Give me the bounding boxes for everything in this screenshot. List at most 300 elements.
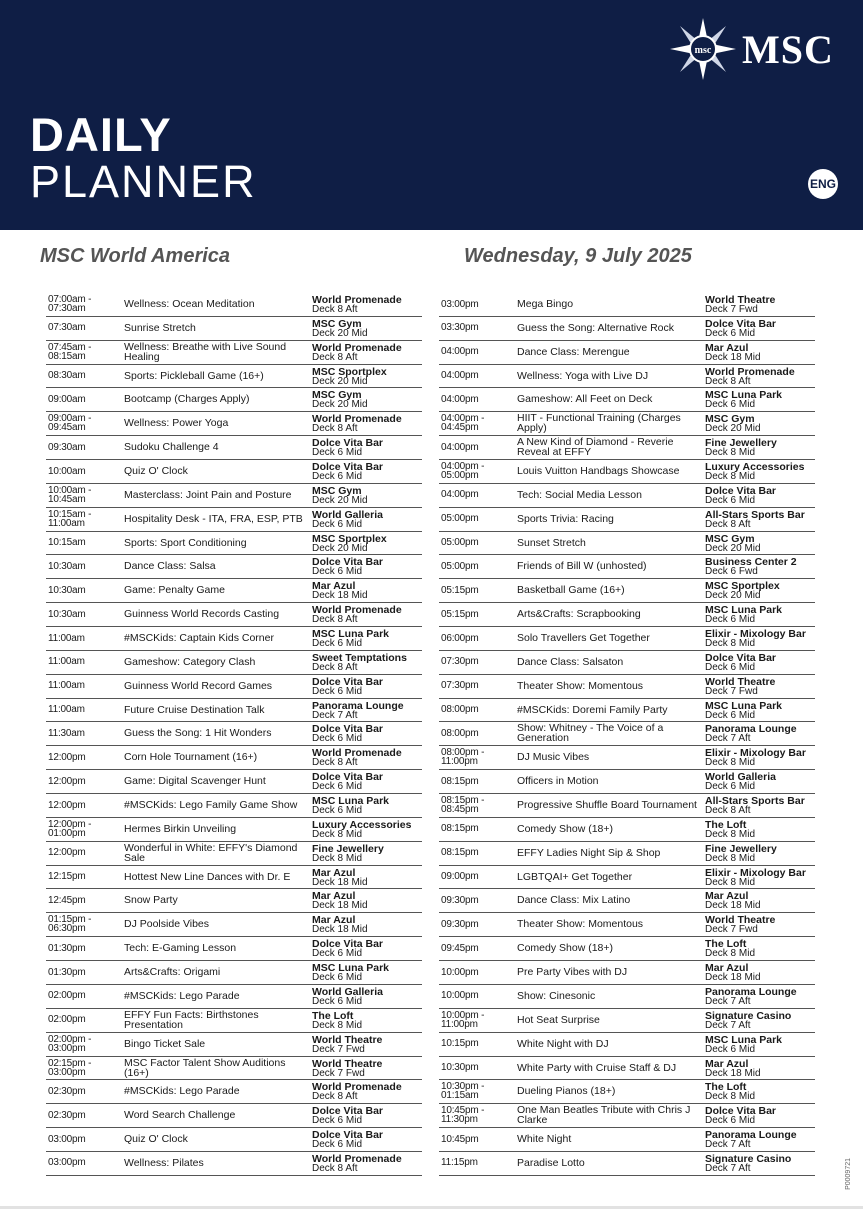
event-time: 05:00pm: [441, 537, 479, 549]
event-time: 11:00am: [48, 656, 85, 668]
venue-name: The Loft: [705, 1081, 747, 1094]
venue-name: Mar Azul: [312, 914, 356, 927]
event-time: 10:00am - 10:45am: [48, 484, 92, 505]
schedule-row: [46, 985, 422, 1009]
event-title: EFFY Ladies Night Sip & Shop: [517, 846, 661, 859]
event-title: Dance Class: Salsaton: [517, 655, 624, 668]
event-title: Future Cruise Destination Talk: [124, 703, 265, 716]
venue-deck: Deck 6 Mid: [312, 566, 363, 578]
event-time: 11:00am: [48, 680, 85, 692]
event-title: Wonderful in White: EFFY's Diamond Sale: [124, 841, 298, 864]
document-code: P0009721: [845, 1158, 852, 1190]
venue-name: Panorama Lounge: [705, 985, 797, 998]
event-location: [705, 1034, 817, 1055]
schedule-row: [439, 436, 815, 460]
event-time: 05:15pm: [441, 584, 479, 596]
venue-deck: Deck 18 Mid: [312, 924, 368, 936]
schedule-row: [439, 937, 815, 961]
venue-deck: Deck 8 Mid: [705, 852, 756, 864]
venue-deck: Deck 7 Aft: [705, 1019, 751, 1031]
venue-deck: Deck 8 Mid: [705, 948, 756, 960]
event-title: Dance Class: Salsa: [124, 560, 216, 573]
venue-deck: Deck 18 Mid: [705, 1067, 761, 1079]
venue-name: World Promenade: [705, 365, 795, 378]
event-title: Wellness: Pilates: [124, 1156, 204, 1169]
event-time: 02:00pm - 03:00pm: [48, 1033, 92, 1054]
venue-name: MSC Luna Park: [705, 699, 783, 712]
event-location: [705, 771, 817, 792]
event-title: Gameshow: Category Clash: [124, 655, 256, 668]
event-title: Guess the Song: 1 Hit Wonders: [124, 727, 272, 740]
event-title: Basketball Game (16+): [517, 584, 625, 597]
schedule-row: [46, 532, 422, 556]
venue-deck: Deck 6 Mid: [705, 709, 756, 721]
schedule-row: [439, 532, 815, 556]
venue-deck: Deck 8 Aft: [312, 757, 358, 769]
schedule-row: [46, 1033, 422, 1057]
venue-deck: Deck 8 Mid: [705, 638, 756, 650]
event-location: [312, 342, 424, 363]
venue-name: The Loft: [705, 938, 747, 951]
event-time: 08:15pm: [441, 847, 479, 859]
venue-deck: Deck 20 Mid: [312, 375, 368, 387]
language-badge[interactable]: ENG: [808, 169, 838, 199]
event-time: 11:15pm: [441, 1157, 478, 1169]
event-title: Comedy Show (18+): [517, 942, 614, 955]
event-location: [312, 652, 424, 673]
schedule-row: [439, 1152, 815, 1176]
venue-deck: Deck 8 Mid: [705, 757, 756, 769]
event-location: [312, 723, 424, 744]
event-time: 05:15pm: [441, 608, 479, 620]
schedule-row: [439, 1080, 815, 1104]
event-time: 09:00am - 09:45am: [48, 413, 92, 434]
event-title: Wellness: Ocean Meditation: [124, 298, 255, 310]
schedule-row: [439, 1009, 815, 1033]
venue-name: MSC Luna Park: [312, 795, 390, 808]
venue-deck: Deck 6 Mid: [312, 447, 363, 459]
schedule-row: [439, 1057, 815, 1081]
event-location: [312, 628, 424, 649]
event-time: 02:30pm: [48, 1085, 86, 1097]
event-time: 08:15pm: [441, 775, 479, 787]
schedule-row: [46, 293, 422, 317]
schedule-row: [46, 341, 422, 365]
schedule-row: [46, 651, 422, 675]
event-title: #MSCKids: Lego Parade: [124, 989, 240, 1002]
venue-name: Luxury Accessories: [705, 461, 805, 474]
event-title: Guinness World Records Casting: [124, 608, 280, 621]
schedule-row: [46, 1128, 422, 1152]
event-location: [312, 986, 424, 1007]
venue-deck: Deck 6 Mid: [705, 781, 756, 793]
event-title: Louis Vuitton Handbags Showcase: [517, 465, 680, 478]
schedule-row: [439, 770, 815, 794]
venue-name: Dolce Vita Bar: [312, 461, 384, 474]
schedule-row: [439, 579, 815, 603]
venue-deck: Deck 8 Aft: [312, 423, 358, 435]
event-time: 10:30am: [48, 584, 86, 596]
event-location: [312, 1153, 424, 1174]
event-location: [705, 318, 817, 339]
schedule-row: [439, 388, 815, 412]
event-title: #MSCKids: Captain Kids Corner: [124, 632, 274, 645]
event-location: [705, 962, 817, 983]
event-location: [705, 509, 817, 530]
event-time: 10:30pm: [441, 1062, 479, 1073]
event-location: [312, 962, 424, 983]
venue-name: Dolce Vita Bar: [705, 1105, 777, 1118]
schedule-row: [46, 699, 422, 723]
venue-deck: Deck 8 Aft: [312, 351, 358, 363]
venue-name: Mar Azul: [312, 580, 356, 593]
venue-name: Fine Jewellery: [705, 842, 777, 855]
event-title: Guess the Song: Alternative Rock: [517, 321, 675, 334]
venue-deck: Deck 6 Mid: [705, 494, 756, 506]
event-location: [705, 628, 817, 649]
event-title: Bootcamp (Charges Apply): [124, 393, 250, 406]
event-location: [312, 795, 424, 816]
venue-deck: Deck 18 Mid: [705, 900, 761, 912]
event-location: [312, 366, 424, 387]
schedule-row: [46, 842, 422, 866]
event-time: 10:15pm: [441, 1038, 479, 1050]
event-title: Game: Penalty Game: [124, 584, 225, 597]
venue-deck: Deck 20 Mid: [705, 423, 761, 435]
event-time: 02:30pm: [48, 1109, 86, 1121]
venue-name: World Promenade: [312, 1081, 402, 1094]
logo-mark-text: msc: [694, 45, 712, 56]
schedule-row: [46, 627, 422, 651]
event-time: 07:00am - 07:30am: [48, 294, 92, 314]
venue-name: MSC Gym: [312, 484, 362, 497]
venue-name: Dolce Vita Bar: [312, 1129, 384, 1142]
event-title: Friends of Bill W (unhosted): [517, 560, 647, 573]
venue-name: World Promenade: [312, 294, 402, 306]
event-time: 10:30am: [48, 560, 86, 572]
event-time: 08:00pm: [441, 704, 479, 716]
schedule-row: [46, 794, 422, 818]
venue-deck: Deck 8 Aft: [705, 375, 751, 387]
event-time: 03:30pm: [441, 322, 479, 334]
schedule-row: [439, 365, 815, 389]
footer-divider: [0, 1206, 863, 1209]
event-location: [312, 890, 424, 911]
event-location: [705, 938, 817, 959]
venue-deck: Deck 18 Mid: [312, 900, 368, 912]
event-location: [312, 1129, 424, 1150]
schedule-row: [439, 866, 815, 890]
event-time: 12:00pm - 01:00pm: [48, 818, 92, 839]
venue-deck: Deck 6 Mid: [705, 1115, 756, 1127]
venue-name: World Galleria: [312, 985, 383, 998]
event-title: MSC Factor Talent Show Auditions (16+): [124, 1056, 286, 1079]
schedule-row: [46, 1009, 422, 1033]
event-title: DJ Music Vibes: [517, 751, 590, 764]
venue-deck: Deck 7 Aft: [705, 733, 751, 745]
venue-deck: Deck 8 Aft: [312, 304, 358, 315]
venue-deck: Deck 6 Mid: [312, 805, 363, 817]
schedule-row: [46, 508, 422, 532]
venue-deck: Deck 8 Mid: [312, 1019, 363, 1031]
event-time: 11:00am: [48, 704, 85, 716]
event-location: [705, 533, 817, 554]
venue-deck: Deck 6 Mid: [312, 471, 363, 483]
venue-name: Dolce Vita Bar: [312, 938, 384, 951]
event-time: 04:00pm: [441, 370, 479, 382]
schedule-row: [439, 842, 815, 866]
venue-deck: Deck 7 Aft: [312, 709, 358, 721]
venue-name: Business Center 2: [705, 556, 797, 569]
event-time: 10:00pm: [441, 966, 479, 978]
event-time: 10:00pm - 11:00pm: [441, 1009, 485, 1030]
schedule-row: [46, 603, 422, 627]
venue-deck: Deck 8 Mid: [705, 876, 756, 888]
schedule-row: [439, 889, 815, 913]
venue-deck: Deck 6 Mid: [705, 614, 756, 626]
event-location: [705, 986, 817, 1007]
event-time: 11:30am: [48, 727, 85, 739]
venue-name: Fine Jewellery: [312, 842, 384, 855]
venue-name: Panorama Lounge: [705, 723, 797, 736]
schedule-row: [46, 818, 422, 842]
venue-name: Signature Casino: [705, 1152, 792, 1165]
event-location: [312, 294, 424, 315]
event-location: [312, 580, 424, 601]
venue-name: MSC Gym: [705, 413, 755, 426]
venue-name: MSC Sportplex: [312, 532, 387, 545]
event-title: Show: Whitney - The Voice of a Generation: [517, 722, 664, 745]
event-title: Mega Bingo: [517, 298, 574, 310]
venue-name: Mar Azul: [312, 890, 356, 903]
event-title: Pre Party Vibes with DJ: [517, 966, 628, 979]
event-title: Paradise Lotto: [517, 1156, 585, 1169]
event-time: 12:00pm: [48, 775, 86, 787]
event-time: 03:00pm: [441, 298, 479, 310]
event-title: Quiz O' Clock: [124, 1133, 188, 1146]
msc-logo: [668, 16, 848, 82]
venue-name: MSC Gym: [312, 317, 362, 330]
event-location: [312, 747, 424, 768]
venue-name: MSC Luna Park: [312, 628, 390, 641]
venue-name: Panorama Lounge: [312, 699, 404, 712]
event-title: Guinness World Record Games: [124, 679, 273, 692]
venue-deck: Deck 8 Mid: [312, 852, 363, 864]
event-location: [312, 819, 424, 840]
event-time: 09:00pm: [441, 871, 479, 883]
venue-name: Luxury Accessories: [312, 818, 412, 831]
schedule-row: [439, 508, 815, 532]
event-location: [705, 1058, 817, 1079]
event-title: Wellness: Power Yoga: [124, 417, 229, 430]
schedule-row: [46, 866, 422, 890]
venue-deck: Deck 7 Fwd: [705, 685, 758, 697]
event-location: [705, 1129, 817, 1150]
venue-name: Dolce Vita Bar: [312, 1105, 384, 1118]
event-time: 07:30pm: [441, 680, 479, 692]
schedule-row: [439, 317, 815, 341]
event-title: Hot Seat Surprise: [517, 1013, 600, 1026]
event-location: [312, 318, 424, 339]
schedule-row: [439, 746, 815, 770]
event-location: [312, 914, 424, 935]
venue-deck: Deck 6 Mid: [312, 733, 363, 745]
event-location: [312, 1034, 424, 1055]
event-title: Sunrise Stretch: [124, 321, 196, 334]
venue-name: World Promenade: [312, 604, 402, 617]
event-title: A New Kind of Diamond - Reverie Reveal at EFFY: [517, 436, 674, 459]
schedule-row: [439, 412, 815, 436]
venue-name: Dolce Vita Bar: [312, 437, 384, 450]
venue-name: World Theatre: [705, 675, 776, 688]
event-location: [705, 437, 817, 458]
event-time: 03:00pm: [48, 1157, 86, 1169]
schedule-row: [439, 675, 815, 699]
event-location: [705, 1153, 817, 1174]
schedule-row: [46, 746, 422, 770]
schedule-row: [439, 913, 815, 937]
venue-name: Dolce Vita Bar: [312, 556, 384, 569]
schedule-row: [46, 579, 422, 603]
event-location: [312, 389, 424, 410]
venue-deck: Deck 8 Aft: [312, 1091, 358, 1103]
event-title: Gameshow: All Feet on Deck: [517, 393, 653, 406]
event-title: Theater Show: Momentous: [517, 679, 644, 692]
compass-rose-icon: [668, 16, 738, 82]
event-title: Dueling Pianos (18+): [517, 1085, 616, 1098]
venue-name: Elixir - Mixology Bar: [705, 747, 806, 760]
venue-deck: Deck 6 Mid: [312, 1115, 363, 1127]
event-time: 05:00pm: [441, 560, 479, 572]
venue-deck: Deck 20 Mid: [312, 542, 368, 554]
venue-deck: Deck 7 Fwd: [705, 304, 758, 315]
title-daily: DAILY: [30, 108, 172, 161]
schedule-row: [439, 1033, 815, 1057]
event-location: [705, 604, 817, 625]
venue-deck: Deck 6 Mid: [312, 995, 363, 1007]
venue-name: The Loft: [705, 818, 747, 831]
event-location: [705, 485, 817, 506]
event-location: [312, 700, 424, 721]
event-location: [312, 867, 424, 888]
event-location: [705, 819, 817, 840]
venue-name: MSC Sportplex: [705, 580, 780, 593]
schedule-row: [46, 1057, 422, 1081]
event-title: Arts&Crafts: Scrapbooking: [517, 608, 641, 621]
event-location: [705, 914, 817, 935]
event-time: 04:00pm - 05:00pm: [441, 461, 485, 482]
schedule-row: [439, 699, 815, 723]
event-location: [705, 700, 817, 721]
schedule-column-right: [439, 293, 815, 1176]
venue-deck: Deck 8 Aft: [312, 661, 358, 673]
event-title: White Night with DJ: [517, 1037, 609, 1050]
venue-deck: Deck 6 Mid: [705, 661, 756, 673]
ship-name: MSC World America: [40, 245, 231, 267]
event-title: Arts&Crafts: Origami: [124, 966, 221, 979]
event-title: White Night: [517, 1133, 572, 1146]
event-title: White Party with Cruise Staff & DJ: [517, 1061, 677, 1074]
schedule-row: [439, 484, 815, 508]
event-time: 07:30am: [48, 322, 86, 334]
event-location: [312, 556, 424, 577]
venue-name: MSC Sportplex: [312, 365, 387, 378]
venue-name: The Loft: [312, 1009, 354, 1022]
schedule-row: [439, 985, 815, 1009]
schedule-row: [439, 555, 815, 579]
venue-name: Dolce Vita Bar: [312, 675, 384, 688]
venue-deck: Deck 8 Aft: [705, 518, 751, 530]
event-location: [705, 580, 817, 601]
event-location: [312, 1010, 424, 1031]
venue-name: Fine Jewellery: [705, 437, 777, 450]
event-time: 06:00pm: [441, 632, 479, 644]
schedule-row: [46, 1104, 422, 1128]
venue-name: Signature Casino: [705, 1009, 792, 1022]
venue-name: MSC Gym: [312, 389, 362, 402]
event-title: Wellness: Yoga with Live DJ: [517, 369, 649, 382]
venue-name: Panorama Lounge: [705, 1129, 797, 1142]
venue-name: Dolce Vita Bar: [705, 317, 777, 330]
venue-deck: Deck 18 Mid: [705, 351, 761, 363]
event-title: Masterclass: Joint Pain and Posture: [124, 488, 292, 501]
event-time: 04:00pm - 04:45pm: [441, 413, 485, 434]
venue-name: MSC Luna Park: [705, 1033, 783, 1046]
event-title: Game: Digital Scavenger Hunt: [124, 775, 266, 788]
event-location: [705, 461, 817, 482]
event-title: One Man Beatles Tribute with Chris J Clarke: [517, 1104, 691, 1127]
planner-date: Wednesday, 9 July 2025: [464, 245, 692, 267]
event-title: Sunset Stretch: [517, 536, 586, 549]
venue-name: World Promenade: [312, 747, 402, 760]
event-time: 08:15pm - 08:45pm: [441, 795, 485, 816]
venue-deck: Deck 20 Mid: [705, 590, 761, 602]
venue-name: Dolce Vita Bar: [312, 723, 384, 736]
event-location: [705, 723, 817, 744]
event-time: 08:00pm: [441, 727, 479, 739]
venue-deck: Deck 18 Mid: [312, 590, 368, 602]
event-time: 08:00pm - 11:00pm: [441, 747, 485, 768]
schedule-row: [46, 913, 422, 937]
event-time: 02:15pm - 03:00pm: [48, 1057, 92, 1078]
venue-deck: Deck 8 Aft: [705, 805, 751, 817]
event-time: 04:00pm: [441, 441, 479, 453]
schedule-column-left: [46, 293, 422, 1176]
venue-name: All-Stars Sports Bar: [705, 508, 805, 521]
venue-deck: Deck 8 Mid: [705, 471, 756, 483]
event-title: #MSCKids: Lego Family Game Show: [124, 799, 298, 812]
venue-deck: Deck 20 Mid: [705, 542, 761, 554]
venue-name: Elixir - Mixology Bar: [705, 866, 806, 879]
venue-deck: Deck 7 Fwd: [705, 924, 758, 936]
event-location: [705, 1081, 817, 1102]
venue-deck: Deck 6 Mid: [312, 685, 363, 697]
schedule-row: [46, 365, 422, 389]
venue-deck: Deck 20 Mid: [312, 399, 368, 411]
event-location: [312, 1058, 424, 1079]
event-title: Comedy Show (18+): [517, 822, 614, 835]
event-time: 09:30pm: [441, 894, 479, 906]
event-title: Wellness: Breathe with Live Sound Healing: [124, 340, 287, 363]
schedule-row: [439, 627, 815, 651]
venue-name: World Theatre: [705, 914, 776, 927]
event-time: 04:00pm: [441, 489, 479, 501]
venue-name: Dolce Vita Bar: [312, 771, 384, 784]
schedule-row: [46, 460, 422, 484]
venue-name: Mar Azul: [705, 1057, 749, 1070]
event-location: [312, 485, 424, 506]
venue-deck: Deck 8 Aft: [312, 614, 358, 626]
